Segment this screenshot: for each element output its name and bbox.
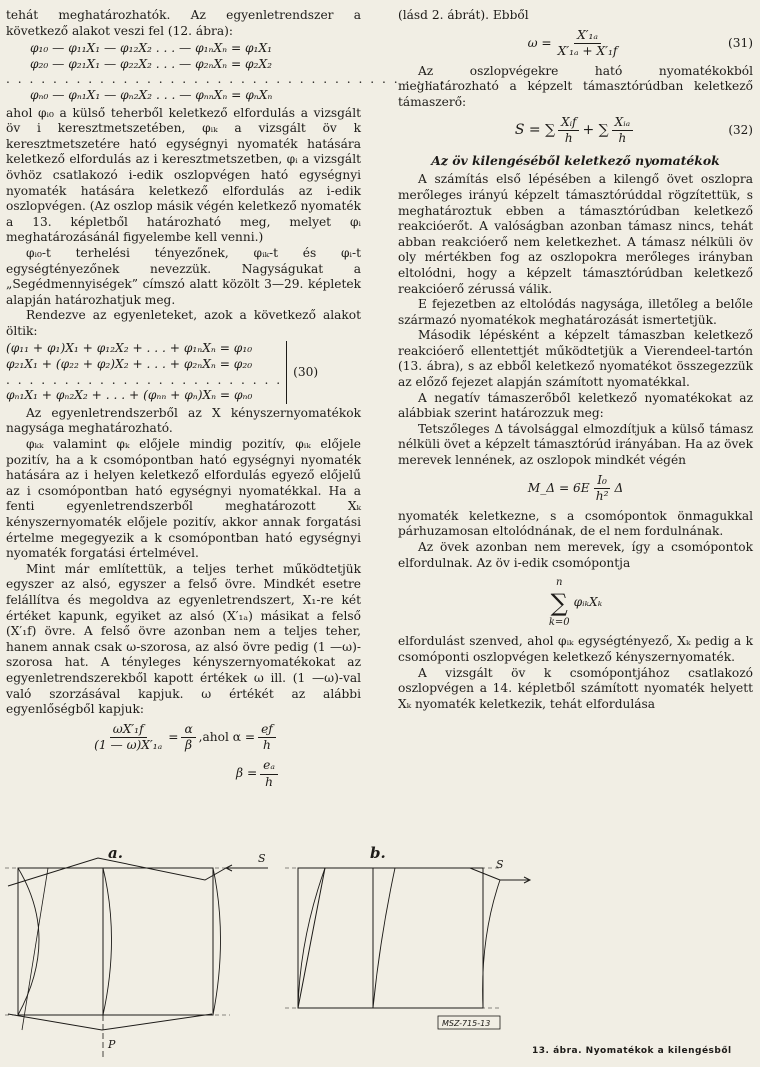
paragraph: Második lépésként a képzelt támaszban keletkező reakcióerő ellentettjét működtetjük a Vierendeel-tartón (13. ábra), s az ebből keletkező nyomatékot összegezzük az előző fejezet alapján számított nyomatékkal.	[398, 328, 753, 390]
force-label-s: S	[258, 852, 266, 865]
paragraph: tehát meghatározhatók. Az egyenletrendszer a következő alakot veszi fel (12. ábra):	[6, 8, 361, 38]
equation-number: (31)	[727, 35, 753, 50]
figure-label-b: b.	[370, 844, 386, 862]
paragraph: Mint már említettük, a teljes terhet működtetjük egyszer az alsó, egyszer a felső övre. Mindkét esetre felállítva és megoldva az egyenletrendszert, X₁-re két értéket kapunk, egyiket az alsó (X′₁ₐ) másikat a felső (X′₁f) övre. A felső övre azonban nem a teljes teher, hanem annak csak ω-szorosa, az alsó övre pedig (1 —ω)-szorosa hat. A tényleges kényszernyomatékokat az egyenletrendszerekből kapott értékek ω ill. (1 —ω)-val való szorzásával kapjuk. ω értékét az alábbi egyenlőségből kapjuk:	[6, 561, 361, 717]
sum-equation: n ∑ k=0 φᵢₖXₖ	[548, 577, 603, 628]
paragraph: E fejezetben az eltolódás nagysága, illetőleg a belőle származó nyomatékok meghatározását ismertetjük.	[398, 297, 753, 327]
left-column	[6, 8, 447, 794]
paragraph: ahol φᵢ₀ a külső teherből keletkező elfordulás a vizsgált öv i keresztmetszetében, φᵢₖ a vizsgált öv k keresztmetszetére ható egységnyi nyomaték hatására keletkező elfordulás az i keresztmetszetben, φᵢ a vizsgált övhöz csatlakozó i-edik oszlopvégen ható egységnyi nyomaték hatására keletkező elfordulás az i-edik oszlopvégen. (Az oszlop másik végén keletkező nyomaték a 13. képletből határozható meg, melyet φᵢ meghatározásánál figyelembe kell venni.)	[6, 105, 361, 245]
paragraph: Tetszőleges Δ távolsággal elmozdítjuk a külső támasz nélküli övet a képzelt támasztórúd irányában. Ha az övek merevek lennének, az oszlopok mindkét végén	[398, 421, 753, 468]
equation-31: ω = $\frac{\text{X′₁ₐ}}{\text{X′₁ₐ + X′₁f}}$ (31)	[527, 27, 753, 59]
equation-line: (φ₁₁ + φ₁)X₁ + φ₁₂X₂ + . . . + φ₁ₙXₙ = φ₁₀	[6, 341, 253, 356]
load-label-p: P	[108, 1038, 116, 1051]
diagram-a	[5, 852, 268, 1060]
equation-line: φ₁₀ — φ₁₁X₁ — φ₁₂X₂ . . . — φ₁ₙXₙ = φ₁X₁	[30, 41, 273, 56]
section-heading: Az öv kilengéséből keletkező nyomatékok	[431, 152, 720, 168]
paragraph: Az övek azonban nem merevek, így a csomópontok elfordulnak. Az öv i-edik csomópontja	[398, 540, 753, 570]
equation-number: (30)	[293, 364, 319, 379]
frame-diagram	[0, 838, 760, 1067]
beta-equation: β = $\frac{\text{eₐ}}{h}$	[6, 758, 361, 790]
diagram-b	[285, 858, 530, 1008]
paragraph: elfordulást szenved, ahol φᵢₖ egységtényező, Xₖ pedig a k csomóponti oszlopvégen keletkező kényszernyomaték.	[398, 634, 753, 664]
moment-equation: M_Δ = 6E $\frac{\text{I₀}}{\text{h²}}$ Δ	[527, 472, 624, 504]
equation-line: φₙ₁X₁ + φₙ₂X₂ + . . . + (φₙₙ + φₙ)Xₙ = φₙ₀	[6, 388, 253, 403]
equation-line: φₙ₀ — φₙ₁X₁ — φₙ₂X₂ . . . — φₙₙXₙ = φₙXₙ	[30, 87, 273, 102]
paragraph: (lásd 2. ábrát). Ebből	[398, 8, 529, 22]
paragraph: A negatív támaszerőből keletkező nyomatékokat az alábbiak szerint határozzuk meg:	[398, 390, 753, 421]
right-column	[398, 8, 753, 712]
paragraph: nyomaték keletkezne, s a csomópontok önmagukkal párhuzamosan eltolódnának, de el nem fordulnának.	[398, 508, 753, 539]
paragraph: Az oszlopvégekre ható nyomatékokból meghatározható a képzelt támasztórúdban keletkező támaszerő:	[398, 63, 753, 109]
equation-32: S = ∑ $\frac{\text{Xᵢf}}{h}$ + ∑ $\frac{\text{Xᵢₐ}}{h}$ (32)	[514, 114, 753, 146]
figure-13	[0, 838, 760, 1067]
equation-line: φ₂₀ — φ₂₁X₁ — φ₂₂X₂ . . . — φ₂ₙXₙ = φ₂X₂	[30, 56, 273, 71]
paragraph: φᵢ₀-t terhelési tényezőnek, φᵢₖ-t és φᵢ-t egységtényezőnek nevezzük. Nagyságukat a „Segédmennyiségek” címszó alatt közölt 3—29. képletek alapján határozhatjuk meg.	[6, 245, 361, 307]
force-label-s: S	[496, 858, 504, 871]
equation-line: φ₂₁X₁ + (φ₂₂ + φ₂)X₂ + . . . + φ₂ₙXₙ = φ₂₀	[6, 357, 253, 372]
paragraph: A számítás első lépésében a kilengő övet oszlopra merőleges irányú képzelt támasztórúddal rögzítettük, s meghatároztuk ebben a támasztórúdban keletkező reakcióerőt. A valóságban azonban támasz nincs, tehát abban reakcióerő nem keletkezhet. A támasz nélküli öv oly mértékben fog az oszlopokra merőleges irányban eltolódni, hogy a képzelt támasztórúdban keletkező reakcióerő zérussá válik.	[398, 172, 753, 296]
equation-dots: . . . . . . . . . . . . . . . . . . . . . . . .	[6, 372, 283, 387]
stamp-label: MSZ-715-13	[442, 1019, 491, 1028]
equation-30	[6, 341, 361, 403]
omega-equation: $\frac{\text{ωX′₁f}}{\text{(1 — ω)X′₁ₐ}}$ = $\frac{\alpha}{\beta}$ ,ahol α = $\frac{eƒ}{h}$	[6, 722, 361, 754]
paragraph: Az egyenletrendszerből az X kényszernyomatékok nagysága meghatározható.	[6, 405, 361, 436]
figure-caption: 13. ábra. Nyomatékok a kilengésből	[532, 1046, 732, 1056]
equation-number: (32)	[728, 122, 753, 137]
figure-label-a: a.	[108, 844, 123, 862]
equation-system	[6, 41, 447, 103]
equation-dots: . . . . . . . . . . . . . . . . . . . . . . . . . . . . . . . . . . . . . .	[6, 72, 447, 87]
paragraph: φₖₖ valamint φₖ előjele mindig pozitív, φᵢₖ előjele pozitív, ha a k csomópontban ható egységnyi nyomaték hatására az i helyen keletkező elfordulás egyező előjelű az i csomópontban ható egységnyi nyomatékkal. Ha a fenti egyenletrendszerből meghatározott Xₖ kényszernyomaték előjele pozitív, akkor annak forgatási értelme megegyezik a k csomópontban ható egységnyi nyomaték forgatási értelmével.	[6, 437, 361, 561]
paragraph: Rendezve az egyenleteket, azok a következő alakot öltik:	[6, 308, 361, 338]
paragraph: A vizsgált öv k csomópontjához csatlakozó oszlopvégen a 14. képletből számított nyomaték helyett Xₖ nyomaték keletkezik, tehát elfordulása	[398, 665, 753, 711]
